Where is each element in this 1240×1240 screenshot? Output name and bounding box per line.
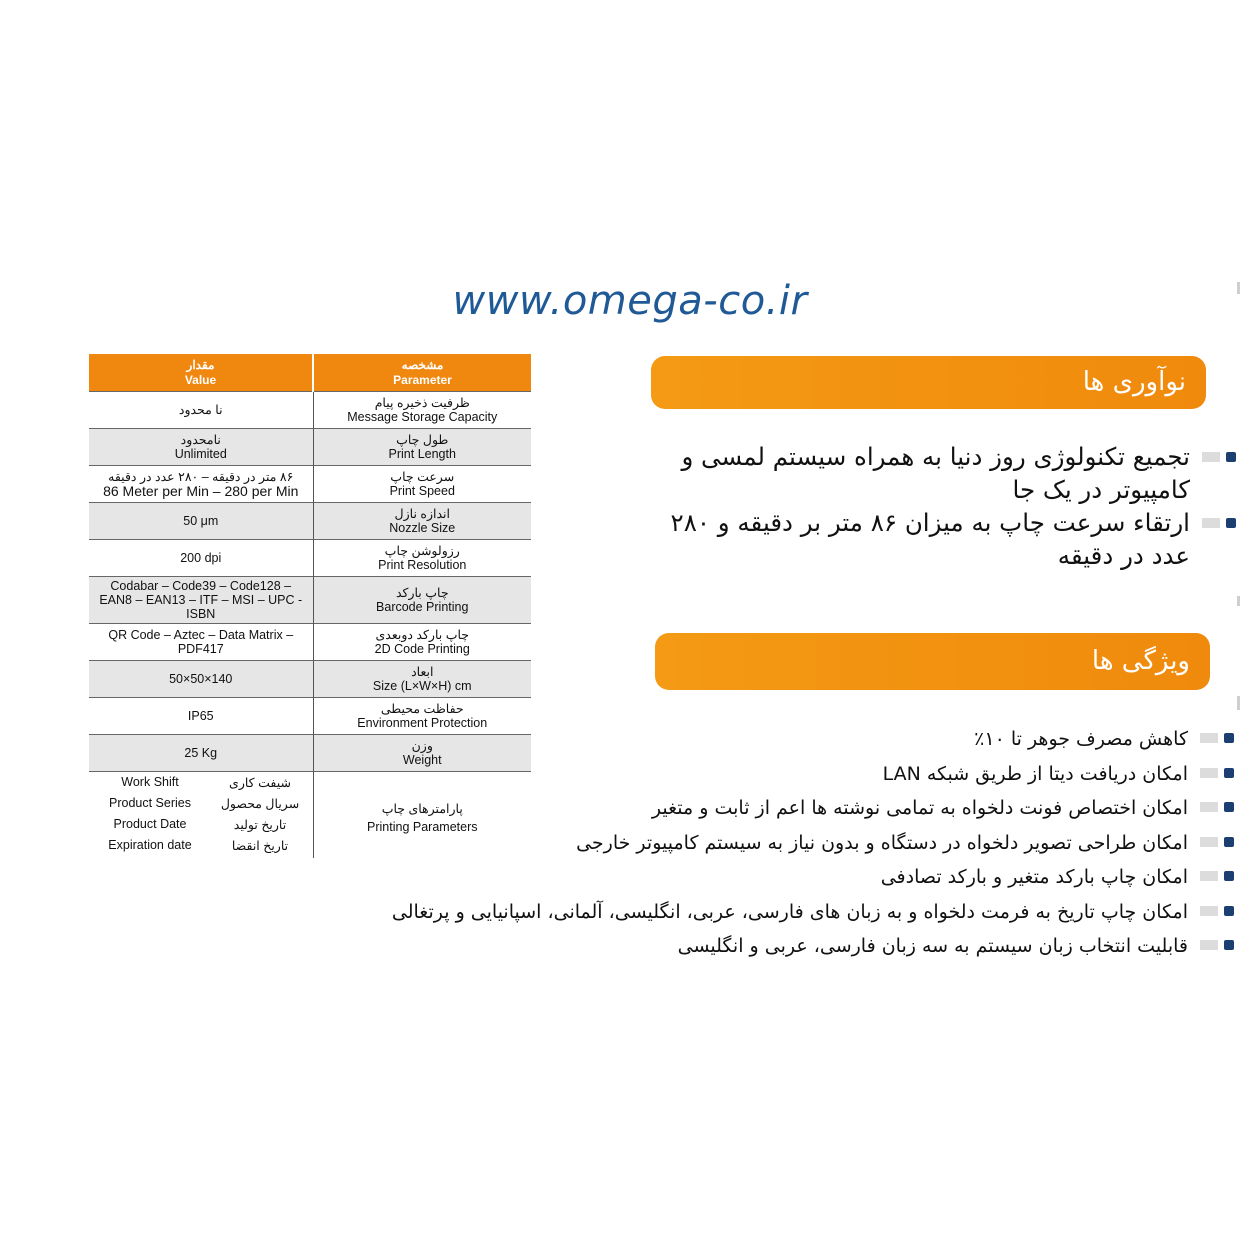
value-en: Codabar – Code39 – Code128 – EAN8 – EAN13 – ITF – MSI – UPC - ISBN: [99, 579, 303, 621]
param-cell: [313, 466, 531, 503]
features-list: [288, 722, 1188, 964]
param-en: Environment Protection: [357, 716, 488, 730]
param-fa: پارامترهای چاپ: [381, 802, 463, 816]
list-item: [288, 860, 1188, 895]
list-item-text: کاهش مصرف جوهر تا ۱۰٪: [974, 728, 1188, 750]
value-fa: نا محدود: [178, 403, 223, 417]
table-row: [89, 466, 531, 503]
list-item-text: قابلیت انتخاب زبان سیستم به سه زبان فارسی، عربی و انگلیسی: [677, 935, 1188, 957]
pp-item-fa: سریال محصول: [220, 797, 300, 811]
param-column-header: [313, 354, 531, 392]
bullet-icon: [1200, 767, 1234, 779]
param-en: Print Length: [388, 447, 456, 461]
list-item: [288, 929, 1188, 964]
table-row: [89, 577, 531, 624]
list-item: [288, 791, 1188, 826]
pp-item-en: Expiration date: [108, 838, 192, 852]
param-header-en: Parameter: [393, 372, 452, 387]
param-fa: اندازه نازل: [394, 507, 450, 521]
pp-item-en: Work Shift: [121, 775, 179, 789]
pp-item-fa: شیفت کاری: [229, 776, 291, 790]
features-title: ویژگی ها: [1091, 646, 1190, 676]
list-item-text: امکان چاپ تاریخ به فرمت دلخواه و به زبان های فارسی، عربی، انگلیسی، آلمانی، اسپانیایی و پرتغالی: [391, 900, 1188, 923]
table-row: [89, 429, 531, 466]
list-item-text: امکان اختصاص فونت دلخواه به تمامی نوشته ها اعم از ثابت و متغیر: [651, 797, 1188, 819]
value-en: Unlimited: [174, 447, 227, 461]
param-fa: سرعت چاپ: [390, 470, 455, 484]
param-fa: طول چاپ: [396, 433, 449, 447]
table-row: [89, 624, 531, 661]
value-header-en: Value: [184, 372, 217, 387]
value-en: 86 Meter per Min – 280 per Min: [103, 483, 299, 499]
table-header-row: [89, 354, 531, 392]
value-cell: [89, 540, 313, 577]
value-en: QR Code – Aztec – Data Matrix – PDF417: [108, 628, 294, 656]
param-en: Printing Parameters: [367, 820, 478, 834]
pp-item-fa: تاریخ انقضا: [231, 839, 289, 853]
bullet-icon: [1200, 870, 1234, 882]
param-fa: حفاظت محیطی: [380, 702, 464, 716]
value-en: 50×50×140: [169, 672, 233, 686]
value-header-fa: مقدار: [186, 357, 215, 372]
printing-params-values: [89, 772, 313, 859]
param-cell: [313, 661, 531, 698]
value-en: 25 Kg: [184, 746, 218, 760]
value-en: 200 dpi: [180, 551, 222, 565]
param-cell: [313, 540, 531, 577]
param-fa: وزن: [411, 739, 433, 753]
value-fa: ۸۶ متر در دقیقه – ۲۸۰ عدد در دقیقه: [108, 470, 294, 484]
param-fa: ظرفیت ذخیره پیام: [374, 396, 470, 410]
param-fa: چاپ بارکد دوبعدی: [375, 628, 470, 642]
bullet-icon: [1200, 732, 1234, 744]
list-item-text: امکان چاپ بارکد متغیر و بارکد تصادفی: [880, 866, 1188, 888]
param-fa: چاپ بارکد: [395, 586, 449, 600]
bullet-icon: [1200, 801, 1234, 813]
bullet-icon: [1200, 836, 1234, 848]
value-en: 50 μm: [183, 514, 219, 528]
table-row: [89, 540, 531, 577]
param-cell: [313, 392, 531, 429]
list-item: [288, 826, 1188, 861]
table-row: [89, 392, 531, 429]
value-cell: [89, 577, 313, 624]
innovations-header: [651, 356, 1206, 409]
value-en: IP65: [187, 709, 214, 723]
value-cell: [89, 466, 313, 503]
innovations-list: [630, 440, 1190, 572]
param-cell: [313, 429, 531, 466]
param-en: Print Speed: [389, 484, 455, 498]
bullet-icon: [1200, 905, 1234, 917]
param-fa: ابعاد: [411, 665, 434, 679]
table-row: [89, 503, 531, 540]
value-cell: [89, 661, 313, 698]
value-cell: [89, 429, 313, 466]
value-cell: [89, 392, 313, 429]
list-item-text: امکان طراحی تصویر دلخواه در دستگاه و بدون نیاز به سیستم کامپیوتر خارجی: [576, 831, 1188, 854]
param-en: Weight: [402, 753, 442, 767]
list-item-text: ارتقاء سرعت چاپ به میزان ۸۶ متر بر دقیقه و ۲۸۰ عدد در دقیقه: [670, 508, 1190, 570]
pp-item-fa: تاریخ تولید: [233, 818, 287, 832]
list-item: [630, 506, 1190, 572]
value-cell: [89, 503, 313, 540]
innovations-title: نوآوری ها: [1082, 367, 1186, 397]
bullet-icon: [1200, 939, 1234, 951]
param-cell: [313, 577, 531, 624]
bullet-icon: [1202, 517, 1236, 529]
param-en: Size (L×W×H) cm: [372, 679, 472, 693]
value-cell: [89, 698, 313, 735]
list-item: [630, 440, 1190, 506]
value-cell: [89, 624, 313, 661]
list-item-text: تجمیع تکنولوژی روز دنیا به همراه سیستم لمسی و کامپیوتر در یک جا: [681, 442, 1190, 504]
param-en: Print Resolution: [378, 558, 467, 572]
param-en: Message Storage Capacity: [347, 410, 498, 424]
param-header-fa: مشخصه: [401, 357, 444, 372]
value-column-header: [89, 354, 313, 392]
list-item: [288, 722, 1188, 757]
table-row: [89, 661, 531, 698]
param-en: 2D Code Printing: [374, 642, 470, 656]
param-en: Barcode Printing: [376, 600, 469, 614]
pp-item-en: Product Date: [113, 817, 187, 831]
param-fa: رزولوشن چاپ: [384, 544, 460, 558]
pp-item-en: Product Series: [109, 796, 191, 810]
bullet-icon: [1202, 451, 1236, 463]
list-item-text: امکان دریافت دیتا از طریق شبکه LAN: [882, 762, 1188, 785]
param-cell: [313, 624, 531, 661]
website-url[interactable]: www.omega-co.ir: [452, 278, 808, 324]
value-fa: نامحدود: [180, 433, 221, 447]
list-item: [288, 757, 1188, 792]
param-en: Nozzle Size: [389, 521, 456, 535]
value-cell: [89, 735, 313, 772]
features-header: [655, 633, 1210, 690]
list-item: [288, 895, 1188, 930]
param-cell: [313, 503, 531, 540]
